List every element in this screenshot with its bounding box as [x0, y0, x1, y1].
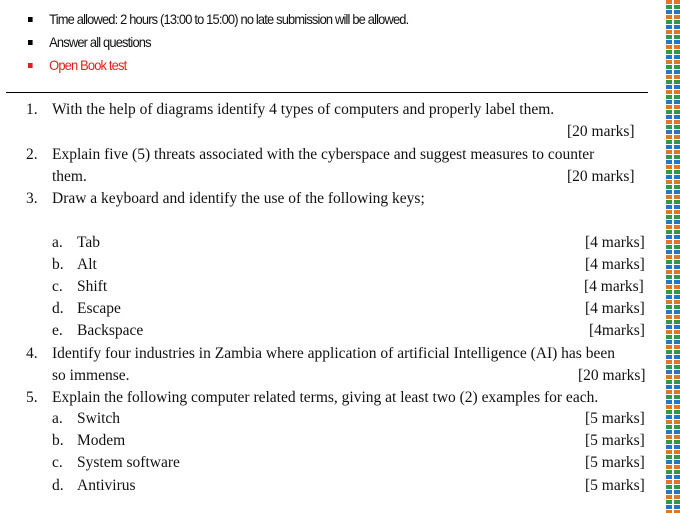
subitem-marks: [4 marks]: [584, 278, 644, 295]
question-text: Explain the following computer related terms, giving at least two (2) examples for each.: [52, 389, 599, 406]
instruction-text: Answer all questions: [49, 34, 151, 50]
question-number: 5.: [26, 389, 38, 406]
subitem-label: Tab: [77, 234, 101, 251]
question-marks: [20 marks]: [578, 367, 646, 384]
square-bullet-icon: [28, 17, 33, 22]
subitem-label: Switch: [77, 410, 121, 427]
subitem-label: Antivirus: [77, 477, 136, 494]
subitem-marks: [5 marks]: [585, 410, 645, 427]
subitem-letter: d.: [52, 300, 64, 317]
question-text-continued: them.: [52, 168, 87, 185]
instruction-text: Open Book test: [49, 57, 127, 73]
instruction-open-book: [28, 54, 580, 77]
subitem-label: Shift: [77, 278, 108, 295]
instructions-list: [28, 8, 628, 77]
subitem-label: Backspace: [77, 322, 144, 339]
subitem-letter: c.: [52, 454, 63, 471]
question-number: 4.: [26, 345, 38, 362]
subitem-letter: b.: [52, 256, 64, 273]
question-text-continued: so immense.: [52, 367, 130, 384]
subitem-marks: [4 marks]: [585, 256, 645, 273]
subitem-marks: [5 marks]: [585, 432, 645, 449]
subitem-letter: b.: [52, 432, 64, 449]
subitem-label: System software: [77, 454, 180, 471]
subitem-marks: [4 marks]: [585, 300, 645, 317]
question-text: Draw a keyboard and identify the use of the following keys;: [52, 190, 425, 207]
subitem-letter: a.: [52, 410, 63, 427]
square-bullet-icon: [28, 63, 33, 68]
question-text: Identify four industries in Zambia where application of artificial Intelligence (AI) has been: [52, 345, 615, 362]
subitem-marks: [5 marks]: [585, 454, 645, 471]
instruction-text: Time allowed: 2 hours (13:00 to 15:00) no late submission will be allowed.: [49, 11, 409, 27]
question-marks: [20 marks]: [567, 168, 635, 185]
question-number: 3.: [26, 190, 38, 207]
question-number: 2.: [26, 146, 38, 163]
subitem-label: Modem: [77, 432, 126, 449]
subitem-letter: d.: [52, 477, 64, 494]
instruction-time: [28, 8, 580, 31]
horizontal-divider: [6, 92, 648, 93]
subitem-marks: [4 marks]: [585, 234, 645, 251]
subitem-label: Alt: [77, 256, 97, 273]
question-marks: [20 marks]: [567, 123, 635, 140]
subitem-letter: a.: [52, 234, 63, 251]
subitem-marks: [5 marks]: [585, 477, 645, 494]
subitem-letter: c.: [52, 278, 63, 295]
subitem-letter: e.: [52, 322, 63, 339]
question-text: With the help of diagrams identify 4 types of computers and properly label them.: [52, 101, 555, 118]
instruction-answer-all: [28, 31, 580, 54]
square-bullet-icon: [28, 40, 33, 45]
subitem-marks: [4marks]: [589, 322, 645, 339]
question-text: Explain five (5) threats associated with the cyberspace and suggest measures to counter: [52, 146, 595, 163]
decorative-page-border: [666, 0, 680, 513]
question-number: 1.: [26, 101, 38, 118]
subitem-label: Escape: [77, 300, 121, 317]
